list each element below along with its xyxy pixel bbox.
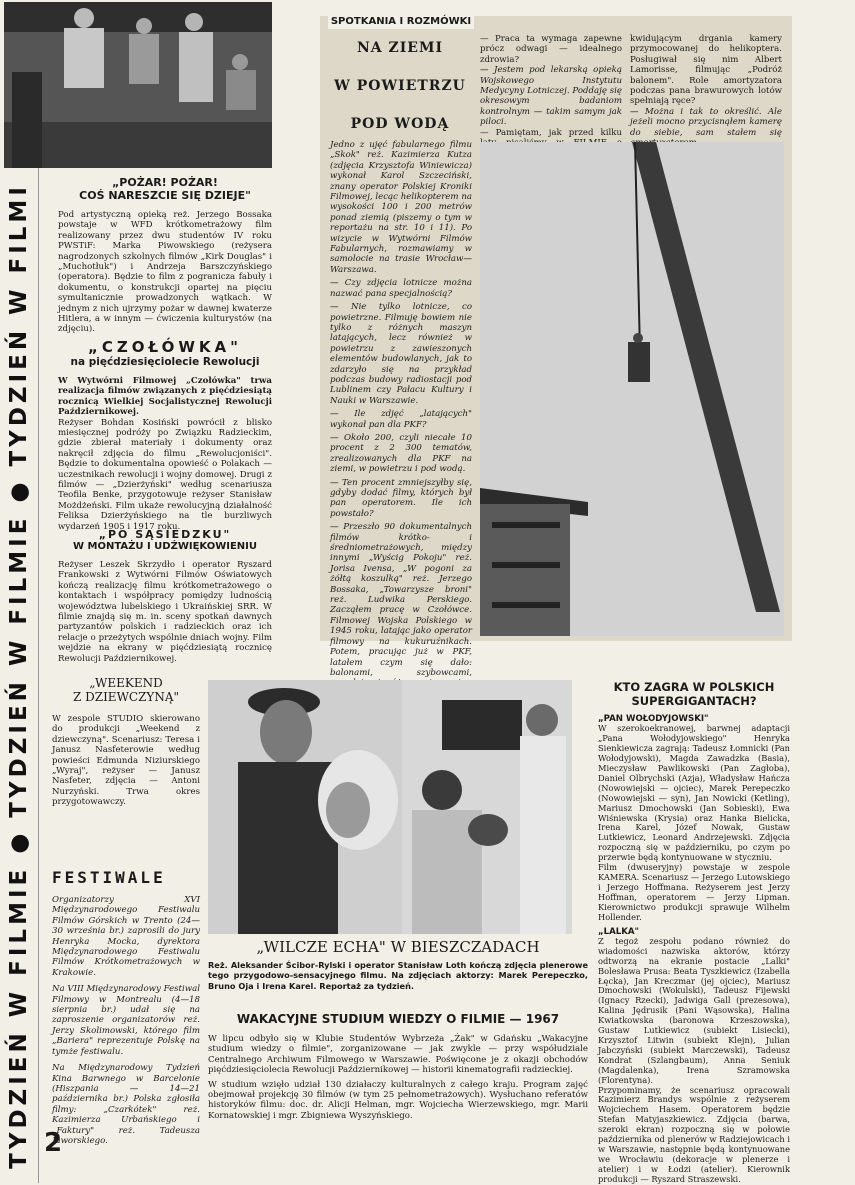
interview-q3: — Ten procent zmniejszyłby się, gdyby dodać filmy, których był pan operatorem. Ile ich powstało? [330,477,472,519]
wilcze-photo-left [208,680,402,934]
interview-q2: — Ile zdjęć „latających" wykonał pan dla PKF? [330,409,472,430]
interview-c2-p3: — Pamiętam, jak przed kilku [480,127,622,138]
sasiedzku-title-2: W MONTAŻU I UDŹWIĘKOWIENIU [72,541,258,552]
interview-panel [320,16,792,678]
wilcze-photo-right-drawing [402,680,572,934]
festiwale-p1: Organizatorzy XVI Międzynarodowego Festiwalu Filmów Górskich w Trento (24—30 września br.) zaprosili do jury Henryka Mocka, dyrektora Międzynarodowego Festiwalu Filmów Krótkometrażowych w Krakowie. [52,895,200,978]
interview-c3-p1: kwidującym drgania kamery przymocowanej do helikoptera. Posługiwał się nim Albert Lamorisse, filmując „Podróż balonem". Role amortyzatora podczas pana brawurowych lotów spełniają ręce? [630,34,782,107]
wilcze-photo-right [402,680,572,934]
kto-p4: Przypominamy, że scenariusz opracowali Kazimierz Brandys wspólnie z reżyserem Wojciechem Hasem. Operatorem będzie Stefan Matyjaszkiewicz. Zdjęcia (barwa, szeroki ekran) rozpoczną się w połowie października od plenerów w Radziejowicach i w Warszawie, następnie będą kontynuowane we Wrocławiu (dekoracje w plenerze i atelier) i w Łodzi (atelier). Kierownik produkcji — Ryszard Straszewski. [598,1084,790,1184]
wakacyjne-p1: W lipcu odbyło się w Klubie Studentów Wybrzeża „Żak" w Gdańsku „Wakacyjne studium wiedzy o filmie", zorganizowane — jak zwykle — przy współudziale Centralnego Archiwum Filmowego w Warszawie. Poświęcone je z okazji obchodów pięćdziesięciolecia Rewolucji Październikowej — historii kinematografii radzieckiej. [208,1034,588,1076]
interview-c3-p2: — Można i tak to określić. Ale jeżeli mocno przycisnąłem kamerę do siebie, sam stałem się [630,106,782,138]
festiwale-title: FESTIWALE [52,868,166,887]
article-festiwale [52,868,200,1146]
kto-p2: Film (dwuseryjny) powstaje w zespole KAMERA. Scenariusz — Jerzego Lutowskiego i Jerzego Hoffmana. Reżyserem jest Jerzy Hoffman, operatorem — Jerzy Lipman. Kierownictwo produkcji sprawuje Wilhelm Hollender. [598,862,790,922]
bodybuilders-photo [4,2,272,168]
article-weekend [52,676,200,808]
interview-col2 [480,34,622,159]
interview-c2-p2: — Jestem pod lekarską opieką Wojskowego Instytutu Medycyny Lotniczej. Poddaję się okresowym badaniom kontrolnym — takim samym jak piloci. [480,65,622,128]
spotkania-title-block [330,40,470,132]
weekend-title-2: Z DZIEWCZYNĄ" [72,690,180,704]
title-na-ziemi: NA ZIEMI [356,40,444,56]
wakacyjne-title: WAKACYJNE STUDIUM WIEDZY O FILMIE — 1967 [236,1012,560,1026]
title-w-powietrzu: W POWIETRZU [334,78,466,94]
spine-text: TYDZIEŃ W FILMIE ● TYDZIEŃ W FILMIE ● TYDZIEŃ W FILMI [6,182,32,1169]
wilcze-caption: Reż. Aleksander Ścibor-Rylski i operator Stanisław Loth kończą zdjęcia plenerowe tego przygodowo-sensacyjnego filmu. Na zdjęciach aktorzy: Marek Perepeczko, Bruno Oja i Irena Karel. Reportaż za tydzień. [208,960,588,991]
pozar-title-2: COŚ NARESZCIE SIĘ DZIEJE" [79,189,251,202]
weekend-body: W zespole STUDIO skierowano do produkcji „Weekend z dziewczyną". Scenariusz: Teresa i Janusz Nasfeterowie według powieści Edmunda Niziurskiego „Wyraj", reżyser — Janusz Nasfeter, zdjęcia — Antoni Nurzyński. Trwa okres przygotowawczy. [52,714,200,808]
interview-q1: — Czy zdjęcia lotnicze można nazwać pana specjalnością? [330,278,472,299]
festiwale-p2: Na VIII Międzynarodowy Festiwal Filmowy w Montrealu (4—18 sierpnia br.) udał się na zaproszenie organizatorów reż. Jerzy Skolimowski, którego film „Bariera" reprezentuje Polskę na tymże festiwalu. [52,984,200,1057]
wilcze-photo-left-drawing [208,680,402,934]
article-kto-zagra [598,680,790,1185]
kto-p3: Z tegoż zespołu podano również do wiadomości nazwiska aktorów, którzy odtworzą na ekranie postacie „Lalki" Bolesława Prusa: Beata Tyszkiewicz (Izabella Łęcka), Jan Kreczmar (jej ojciec), Mariusz Dmochowski (Wokulski), Tadeusz Fijewski (Ignacy Rzecki), Jadwiga Gall (prezesowa), Kalina Jędrusik (Pani Wąsowska), Halina Kwiatkowska (baronowa Krzeszowska), Gustaw Lutkiewicz (subiekt Lisiecki), Krzysztof Litwin (subiekt Klejn), Julian Jabczyński (subiekt Marczewski), Tadeusz Kondrat (Szlangbaum), Anna Seniuk (Magdalenka), Irena Szramowska (Florentyna). [598,935,790,1085]
spine-banner [0,168,39,1183]
czolowka-title-1: „CZOŁÓWKA" [88,338,242,356]
crane-photo [480,142,784,636]
wilcze-title: „WILCZE ECHA" W BIESZCZADACH [256,938,540,956]
czolowka-body-bold: W Wytwórni Filmowej „Czołówka" trwa realizacja filmów związanych z pięćdziesiątą rocznicą Wielkiej Socjalistycznej Rewolucji Październikowej. [58,376,272,418]
title-pod-woda: POD WODĄ [350,116,450,132]
page-number: 2 [44,1128,63,1158]
spotkania-header: SPOTKANIA I ROZMÓWKI [328,14,474,29]
kto-sub1: „PAN WOŁODYJOWSKI" [598,714,709,724]
pozar-body: Pod artystyczną opieką reż. Jerzego Bossaka powstaje w WFD krótkometrażowy film realizowany przez dwu studentów IV roku PWSTiF: Marka Piwowskiego (reżysera nagrodzonych szkolnych filmów „Kirk Douglas" i „Muchotłuk") i Andrzeja Barszczyńskiego (operatora). Będzie to film z pogranicza fabuły i dokumentu, o konstrukcji opartej na pięciu symultanicznie prowadzonych wątkach. W jednym z nich ujrzymy pożar w dawnej kwaterze Hitlera, a w innym — ćwiczenia kulturystów (na zdjęciu). [58,210,272,335]
interview-a3: — Przeszło 90 dokumentalnych filmów krótko- i średniometrażowych, między innymi „Wyścig Pokoju" reż. Jorisa Ivensa, „W pogoni za żółtą koszulką" reż. Jerzego Bossaka, „Towarzysze broni" reż. Ludwika Perskiego. Zacząłem pracę w Czołówce. Filmowej Wojska Polskiego w 1945 roku, latając jako operator filmowy na kukuruźnikach. Potem, pracując już w PKF, latałem czym się dało: balonami, szybowcami, [330,522,472,678]
interview-a2: — Około 200, czyli niecałe 10 procent z 2 300 tematów, zrealizowanych dla PKF na ziemi, w powietrzu i pod wodą. [330,432,472,475]
interview-a1: — Nie tylko lotnicze, co powietrzne. Filmuję bowiem nie tylko z różnych maszyn latających, lecz również w powietrzu z zawieszonych elementów budowlanych, jak to zdarzyło się na przykład podczas budowy radiostacji pod Lublinem czy Pałacu Kultury i Nauki w Warszawie. [330,302,472,406]
article-wakacyjne [208,1012,588,1121]
kto-title-2: SUPERGIGANTACH? [631,694,757,708]
article-pozar [58,176,272,335]
interview-col1 [330,140,472,751]
bodybuilders-photo-drawing [4,2,272,168]
sasiedzku-body: Reżyser Leszek Skrzydło i operator Ryszard Frankowski z Wytwórni Filmów Oświatowych kończą realizację filmu krótkometrażowego o kontaktach i współpracy pomiędzy ludnością województwa lubelskiego i Ukraińskiej SRR. W filmie znajdą się m. in. sceny spotkań dawnych partyzantów polskich i radzieckich oraz ich relacje o przeżytych wspólnie dniach wojny. Film wejdzie na ekrany w pięćdziesiątą rocznicę Rewolucji Październikowej. [58,560,272,664]
kto-p1: W szerokoekranowej, barwnej adaptacji „Pana Wołodyjowskiego" Henryka Sienkiewicza zagrają: Tadeusz Łomnicki (Pan Wołodyjowski), Magda Zawadzka (Basia), Mieczysław Pawlikowski (Pan Zagłoba), Daniel Olbrychski (Azja), Władysław Hańcza (Nowowiejski — ojciec), Marek Perepeczko (Nowowiejski — syn), Jan Nowicki (Ketling), Mariusz Dmochowski (Jan Sobieski), Ewa Wiśniewska (Krysia) oraz Hanka Bielicka, Irena Karel, Józef Nowak, Gustaw Lutkiewicz, Leonard Andrzejewski. Zdjęcia rozpoczną się w październiku, po czym po przerwie będą kontynuowane w styczniu. [598,723,790,863]
czolowka-title-2: na pięćdziesięciolecie Rewolucji [70,356,260,368]
sasiedzku-title-1: „PO SĄSIEDZKU" [98,528,232,541]
wakacyjne-p2: W studium wzięło udział 130 działaczy kulturalnych z całego kraju. Program zajęć obejmował projekcję 30 filmów (w tym 25 pełnometrażowych). Wysłuchano referatów historyków filmu: doc. dr. Alicji Helman, mgr. Wojciecha Wierzewskiego, mgr. Marii Kornatowskiej i mgr. Zbigniewa Wyszyńskiego. [208,1079,588,1121]
festiwale-p3: Na Międzynarodowy Tydzień Kina Barwnego w Barcelonie (Hiszpania — 14—21 października br.) Polska zgłosiła filmy: „Czarkótek" reż. Kazimierza Urbańskiego i „Faktury" reż. Tadeusza Jaworskiego. [52,1063,200,1146]
interview-intro: Jedno z ujęć fabularnego filmu „Skok" reż. Kazimierza Kutza (zdjęcia Krzysztofa Winiewicza) wykonał Karol Szczeciński, znany operator Polskiej Kroniki Filmowej, lecąc helikopterem na wysokości 100 i 200 metrów ponad ziemią (piszemy o tym w reportażu na str. 10 i 11). Po wizycie w Wytwórni Filmów Fabularnych, rozmawiamy w samolocie na trasie Wrocław—Warszawa. [330,140,472,275]
weekend-title-1: „WEEKEND [89,676,163,690]
crane-photo-drawing [480,142,784,636]
interview-c2-p1: — Praca ta wymaga zapewne prócz odwagi — idealnego zdrowia? [480,34,622,65]
pozar-title-1: „POŻAR! POŻAR! [112,176,218,189]
kto-sub2: „LALKA" [598,926,640,937]
czolowka-body: Reżyser Bohdan Kosiński powrócił z blisko miesięcznej podróży po Związku Radzieckim, gdzie zbierał materiały i dokumenty oraz nakręcił zdjęcia do filmu „Rewolucjoniści". Będzie to dokumentalna opowieść o Polakach — uczestnikach rewolucji i wojny domowej. Drugi z filmów — „Dzierżyński" według scenariusza Teofila Benke, przygotowuje reżyser Stanisław Możdżeński. Film ukaże rewolucyjną działalność Feliksa Dzierżyńskiego na tle burzliwych wydarzeń 1905 i 1917 roku. [58,417,272,532]
article-czolowka [58,338,272,532]
kto-title-1: KTO ZAGRA W POLSKICH [613,680,775,694]
article-sasiedzku [58,528,272,664]
